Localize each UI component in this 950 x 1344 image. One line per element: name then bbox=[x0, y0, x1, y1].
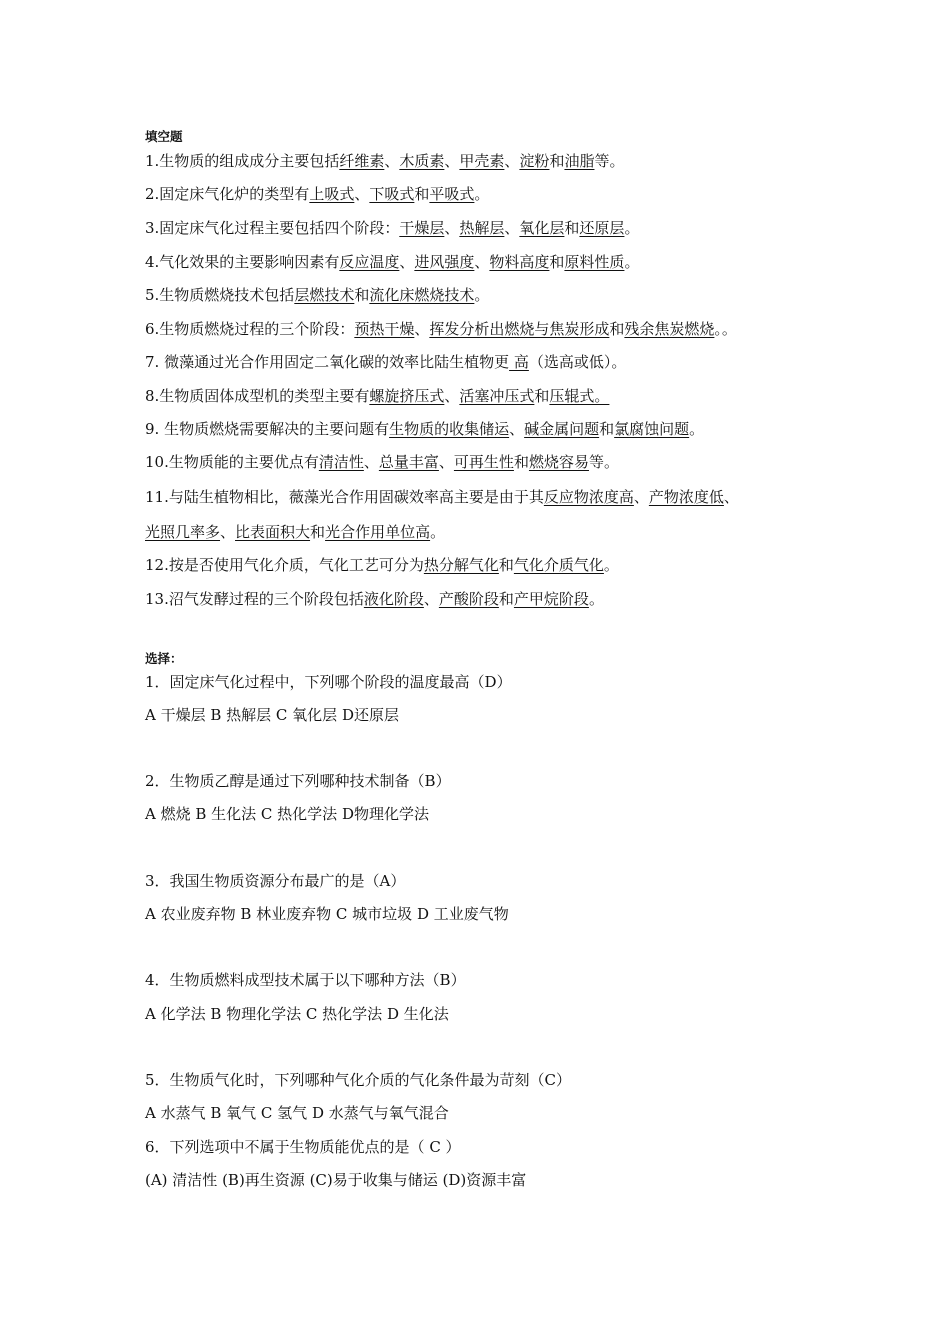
question-text: 、 bbox=[723, 488, 739, 506]
fill-question-3 bbox=[145, 218, 639, 238]
question-text: 和 bbox=[354, 286, 370, 304]
question-text: 、 bbox=[220, 523, 236, 541]
answer-blank: 淀粉 bbox=[519, 152, 550, 170]
fill-question-5 bbox=[145, 285, 489, 305]
choice-question-4: 4．生物质燃料成型技术属于以下哪种方法（B） bbox=[145, 971, 466, 989]
question-text: 10.生物质能的主要优点有 bbox=[145, 453, 319, 471]
question-text: 9. 生物质燃烧需要解决的主要问题有 bbox=[145, 420, 390, 438]
question-text: （选高或低）。 bbox=[528, 353, 627, 371]
answer-blank: 活塞冲压式 bbox=[459, 387, 535, 405]
choice-options-4: A 化学法 B 物理化学法 C 热化学法 D 生化法 bbox=[145, 1005, 449, 1023]
choice-question-5: 5．生物质气化时，下列哪种气化介质的气化条件最为苛刻（C） bbox=[145, 1071, 572, 1089]
fill-question-10 bbox=[145, 452, 619, 472]
choice-section-heading: 选择： bbox=[145, 651, 183, 666]
fill-question-4 bbox=[145, 252, 639, 272]
question-text: 。 bbox=[588, 590, 604, 608]
question-text: 、 bbox=[504, 152, 520, 170]
answer-blank: 平吸式 bbox=[429, 185, 475, 203]
answer-blank: 进风强度 bbox=[414, 253, 475, 271]
answer-blank: 光照几率多 bbox=[145, 523, 221, 541]
answer-blank: 流化床燃烧技术 bbox=[369, 286, 475, 304]
answer-blank: 原料性质 bbox=[564, 253, 625, 271]
question-text: 。 bbox=[624, 219, 640, 237]
question-text: 、 bbox=[399, 253, 415, 271]
question-text: 、 bbox=[504, 219, 520, 237]
answer-blank: 残余焦炭燃烧 bbox=[624, 320, 715, 338]
question-text: 7. 微藻通过光合作用固定二氧化碳的效率比陆生植物更 bbox=[145, 353, 510, 371]
question-text: 、 bbox=[438, 453, 454, 471]
question-text: 。 bbox=[430, 523, 446, 541]
choice-options-3: A 农业废弃物 B 林业废弃物 C 城市垃圾 D 工业废气物 bbox=[145, 905, 509, 923]
question-text: 3.固定床气化过程主要包括四个阶段： bbox=[145, 219, 400, 237]
question-text: 、 bbox=[633, 488, 649, 506]
answer-blank: 比表面积大 bbox=[235, 523, 311, 541]
question-text: 。 bbox=[624, 253, 640, 271]
answer-blank: 热解层 bbox=[459, 219, 505, 237]
question-text: 和 bbox=[609, 320, 625, 338]
answer-blank: 清洁性 bbox=[318, 453, 364, 471]
question-text: 、 bbox=[474, 253, 490, 271]
answer-blank: 燃烧容易 bbox=[528, 453, 589, 471]
answer-blank: 总量丰富 bbox=[378, 453, 439, 471]
choice-options-5: A 水蒸气 B 氧气 C 氢气 D 水蒸气与氧气混合 bbox=[145, 1104, 449, 1122]
question-text: 等。 bbox=[588, 453, 619, 471]
fill-question-6 bbox=[145, 319, 737, 339]
question-text: 6.生物质燃烧过程的三个阶段： bbox=[145, 320, 355, 338]
fill-question-7 bbox=[145, 352, 626, 372]
answer-blank: 液化阶段 bbox=[363, 590, 424, 608]
question-text: 2.固定床气化炉的类型有 bbox=[145, 185, 310, 203]
question-text: 和 bbox=[564, 219, 580, 237]
answer-blank: 预热干燥 bbox=[354, 320, 415, 338]
question-text: 。 bbox=[603, 556, 619, 574]
question-text: 、 bbox=[444, 387, 460, 405]
answer-blank: 物料高度 bbox=[489, 253, 550, 271]
question-text: 和 bbox=[534, 387, 550, 405]
fill-question-11 bbox=[145, 487, 739, 507]
choice-question-2: 2．生物质乙醇是通过下列哪种技术制备（B） bbox=[145, 772, 451, 790]
question-text: 、 bbox=[444, 219, 460, 237]
choice-question-3: 3．我国生物质资源分布最广的是（A） bbox=[145, 872, 406, 890]
question-text: 和 bbox=[549, 253, 565, 271]
question-text: 等。 bbox=[594, 152, 625, 170]
answer-blank: 反应温度 bbox=[339, 253, 400, 271]
question-text: 。。 bbox=[714, 320, 737, 338]
question-text: 和 bbox=[310, 523, 326, 541]
question-text: 1.生物质的组成成分主要包括 bbox=[145, 152, 340, 170]
question-text: 5.生物质燃烧技术包括 bbox=[145, 286, 295, 304]
answer-blank: 高 bbox=[509, 353, 529, 371]
answer-blank: 热分解气化 bbox=[423, 556, 499, 574]
question-text: 、 bbox=[414, 320, 430, 338]
answer-blank: 生物质的收集储运 bbox=[389, 420, 510, 438]
choice-options-6: (A) 清洁性 (B)再生资源 (C)易于收集与储运 (D)资源丰富 bbox=[145, 1171, 527, 1189]
answer-blank: 产酸阶段 bbox=[438, 590, 499, 608]
question-text: 4.气化效果的主要影响因素有 bbox=[145, 253, 340, 271]
fill-question-9 bbox=[145, 419, 704, 439]
question-text: 12.按是否使用气化介质，气化工艺可分为 bbox=[145, 556, 424, 574]
choice-options-2: A 燃烧 B 生化法 C 热化学法 D物理化学法 bbox=[145, 805, 429, 823]
answer-blank: 氯腐蚀问题 bbox=[614, 420, 690, 438]
answer-blank: 层燃技术 bbox=[294, 286, 355, 304]
answer-blank: 下吸式 bbox=[369, 185, 415, 203]
answer-blank: 可再生性 bbox=[453, 453, 514, 471]
question-text: 和 bbox=[498, 590, 514, 608]
choice-question-6: 6．下列选项中不属于生物质能优点的是（ C ） bbox=[145, 1138, 461, 1156]
fill-question-11-cont bbox=[145, 522, 445, 542]
question-text: 、 bbox=[509, 420, 525, 438]
question-text: 。 bbox=[474, 286, 490, 304]
fill-question-8 bbox=[145, 386, 609, 406]
fill-question-1 bbox=[145, 151, 624, 171]
answer-blank: 光合作用单位高 bbox=[325, 523, 431, 541]
question-text: 和 bbox=[498, 556, 514, 574]
question-text: 8.生物质固体成型机的类型主要有 bbox=[145, 387, 370, 405]
answer-blank: 氧化层 bbox=[519, 219, 565, 237]
answer-blank: 木质素 bbox=[399, 152, 445, 170]
answer-blank: 反应物浓度高 bbox=[543, 488, 634, 506]
question-text: 和 bbox=[549, 152, 565, 170]
fill-question-13 bbox=[145, 589, 604, 609]
answer-blank: 上吸式 bbox=[309, 185, 355, 203]
question-text: 和 bbox=[414, 185, 430, 203]
answer-blank: 螺旋挤压式 bbox=[369, 387, 445, 405]
answer-blank: 甲壳素 bbox=[459, 152, 505, 170]
question-text: 11.与陆生植物相比，薇藻光合作用固碳效率高主要是由于其 bbox=[145, 488, 544, 506]
answer-blank: 产物浓度低 bbox=[648, 488, 724, 506]
question-text: 、 bbox=[444, 152, 460, 170]
question-text: 。 bbox=[474, 185, 490, 203]
question-text: 和 bbox=[599, 420, 615, 438]
answer-blank: 压辊式。 bbox=[549, 387, 610, 405]
answer-blank: 干燥层 bbox=[399, 219, 445, 237]
question-text: 和 bbox=[513, 453, 529, 471]
answer-blank: 油脂 bbox=[564, 152, 595, 170]
fill-section-heading: 填空题 bbox=[145, 129, 183, 144]
answer-blank: 纤维素 bbox=[339, 152, 385, 170]
answer-blank: 产甲烷阶段 bbox=[513, 590, 589, 608]
question-text: 、 bbox=[384, 152, 400, 170]
question-text: 、 bbox=[354, 185, 370, 203]
question-text: 13.沼气发酵过程的三个阶段包括 bbox=[145, 590, 364, 608]
answer-blank: 碱金属问题 bbox=[524, 420, 600, 438]
choice-options-1: A 干燥层 B 热解层 C 氧化层 D还原层 bbox=[145, 706, 399, 724]
fill-question-12 bbox=[145, 555, 619, 575]
question-text: 、 bbox=[423, 590, 439, 608]
fill-question-2 bbox=[145, 184, 489, 204]
question-text: 、 bbox=[363, 453, 379, 471]
answer-blank: 气化介质气化 bbox=[513, 556, 604, 574]
answer-blank: 挥发分析出燃烧与焦炭形成 bbox=[429, 320, 610, 338]
choice-question-1: 1．固定床气化过程中，下列哪个阶段的温度最高（D） bbox=[145, 673, 512, 691]
answer-blank: 还原层 bbox=[579, 219, 625, 237]
question-text: 。 bbox=[689, 420, 705, 438]
